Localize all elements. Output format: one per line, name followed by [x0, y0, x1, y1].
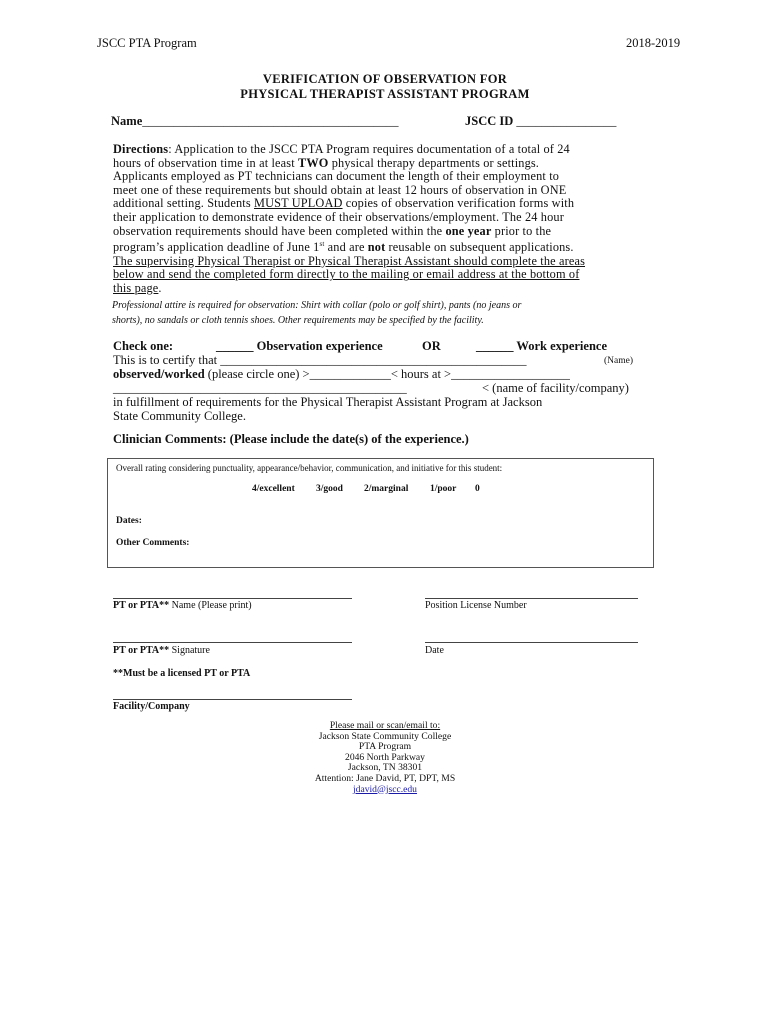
observation-experience-option[interactable]: ______ Observation experience [216, 339, 383, 353]
name-blank[interactable]: _________________________________________ [142, 114, 399, 128]
directions-line: prior to the [491, 223, 552, 238]
jscc-id-label: JSCC ID [465, 114, 514, 128]
attire-line: Professional attire is required for observation: Shirt with collar (polo or golf shirt), pants (no jeans or [112, 300, 522, 311]
facility-company-label: Facility/Company [113, 701, 190, 712]
date-line[interactable] [425, 642, 638, 643]
check-one-label: Check one: [113, 339, 174, 353]
mailing-address [0, 721, 770, 795]
pt-name-line[interactable] [113, 598, 352, 599]
mail-instruction: Please mail or scan/email to: [329, 720, 441, 731]
directions-paragraph [113, 143, 648, 296]
or-label: OR [422, 339, 441, 353]
directions-line: : Application to the JSCC PTA Program requires documentation of a total of 24 [168, 142, 570, 156]
license-number-label: Position License Number [425, 600, 527, 611]
clinician-comments-heading: Clinician Comments: (Please include the date(s) of the experience.) [113, 432, 469, 446]
page-title-line2: PHYSICAL THERAPIST ASSISTANT PROGRAM [240, 87, 530, 101]
email-link[interactable]: jdavid@jscc.edu [353, 783, 417, 795]
work-experience-option[interactable]: ______ Work experience [476, 339, 607, 353]
facility-company-line[interactable] [113, 699, 352, 700]
address-line: Jackson State Community College [318, 730, 452, 742]
rating-option[interactable]: 2/marginal [364, 484, 409, 494]
pt-signature-label-rest: Signature [169, 645, 210, 656]
id-row [465, 115, 616, 129]
pt-name-label-rest: Name (Please print) [169, 600, 252, 611]
other-comments-label: Other Comments: [116, 538, 190, 548]
pt-name-label [113, 600, 252, 611]
header-year: 2018-2019 [626, 36, 681, 50]
directions-line: program’s application deadline of June 1 [113, 240, 320, 255]
directions-line: physical therapy departments or settings. [328, 155, 540, 170]
address-line: PTA Program [358, 741, 412, 753]
directions-line: additional setting. Students [113, 196, 254, 211]
rating-option[interactable]: 3/good [316, 484, 343, 494]
directions-emphasis: one year [445, 223, 492, 238]
rating-prompt: Overall rating considering punctuality, appearance/behavior, communication, and initiative for this student: [116, 463, 503, 473]
fulfillment-line1: in fulfillment of requirements for the Physical Therapist Assistant Program at Jackson [113, 395, 543, 409]
directions-line: their application to demonstrate evidence of their observations/employment. The 24 hour [113, 209, 564, 224]
page-title-line1: VERIFICATION OF OBSERVATION FOR [262, 72, 508, 86]
directions-label: Directions [113, 142, 169, 156]
fulfillment-line2: State Community College. [113, 409, 246, 423]
observed-line [113, 368, 570, 382]
certify-name-hint: (Name) [604, 356, 634, 366]
directions-line: meet one of these requirements but should obtain at least 12 hours of observation in ONE [113, 182, 567, 197]
pt-signature-line[interactable] [113, 642, 352, 643]
attire-note [112, 298, 652, 328]
attention-line: Attention: Jane David, PT, DPT, MS [314, 772, 456, 784]
directions-superscript: st [319, 240, 325, 249]
directions-line: . [158, 281, 162, 296]
rating-box [107, 458, 654, 568]
date-label: Date [425, 645, 444, 656]
facility-hint: < (name of facility/company) [482, 381, 629, 395]
address-line: 2046 North Parkway [345, 751, 425, 763]
directions-line: hours of observation time in at least [113, 155, 298, 170]
directions-emphasis: TWO [298, 155, 329, 170]
observed-worked-choice[interactable]: observed/worked [113, 367, 205, 381]
license-number-line[interactable] [425, 598, 638, 599]
pt-signature-label-bold: PT or PTA** [113, 645, 170, 656]
name-label: Name [111, 114, 143, 128]
directions-emphasis: not [367, 240, 386, 255]
license-note: **Must be a licensed PT or PTA [113, 668, 251, 679]
directions-line: copies of observation verification forms with [342, 196, 575, 211]
directions-line: reusable on subsequent applications. [385, 240, 574, 255]
rating-option[interactable]: 1/poor [430, 484, 457, 494]
directions-line: The supervising Physical Therapist or Physical Therapist Assistant should complete the areas [113, 253, 586, 268]
pt-name-label-bold: PT or PTA** [113, 600, 170, 611]
attire-line: shorts), no sandals or cloth tennis shoes. Other requirements may be specified by the facility. [112, 315, 484, 326]
facility-blank[interactable]: _______________________________________________ [113, 381, 407, 395]
name-row [111, 115, 399, 129]
directions-emphasis: MUST UPLOAD [253, 196, 343, 211]
directions-line: below and send the completed form directly to the mailing or email address at the bottom of [113, 267, 580, 282]
pt-signature-label [113, 645, 210, 656]
jscc-id-blank[interactable]: ________________ [516, 114, 617, 128]
directions-line: Applicants employed as PT technicians can document the length of their employment to [113, 169, 560, 184]
header-program: JSCC PTA Program [97, 36, 197, 50]
directions-line: observation requirements should have been completed within the [113, 223, 446, 238]
rating-option[interactable]: 0 [475, 484, 480, 494]
directions-line: and are [324, 240, 368, 255]
certify-line[interactable]: This is to certify that _________________________________________________ [113, 353, 527, 367]
address-line: Jackson, TN 38301 [347, 762, 423, 774]
hours-facility-blanks[interactable]: (please circle one) >_____________< hours at >___________________ [204, 367, 570, 381]
directions-line: this page [113, 281, 159, 296]
rating-option[interactable]: 4/excellent [252, 484, 295, 494]
dates-label: Dates: [116, 516, 142, 526]
